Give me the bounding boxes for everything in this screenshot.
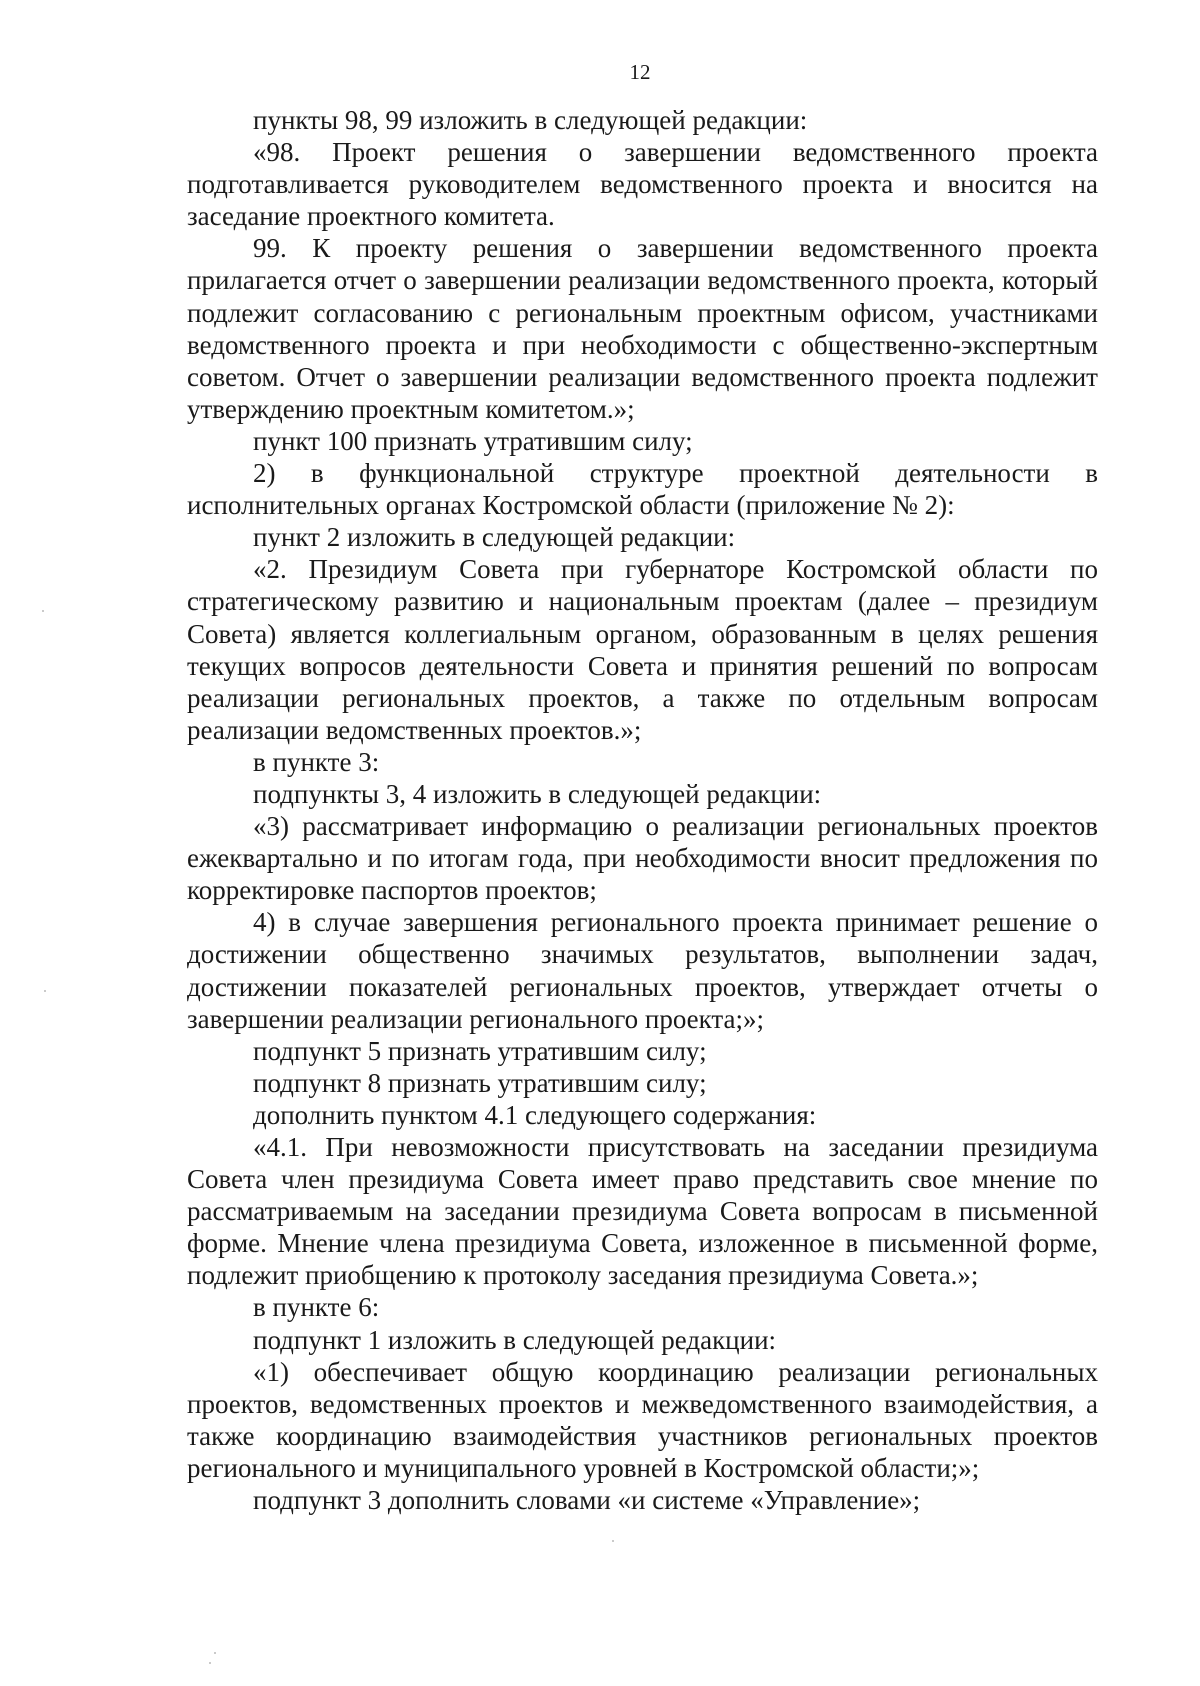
scan-speck (612, 1540, 614, 1542)
scan-speck (42, 610, 44, 612)
paragraph: 2) в функциональной структуре проектной деятельности в исполнительных органах Костромской области (приложение № 2): (187, 458, 1098, 521)
scan-speck (44, 990, 46, 992)
paragraph: пункт 2 изложить в следующей редакции: (253, 522, 736, 553)
paragraph: подпункт 1 изложить в следующей редакции: (253, 1324, 777, 1355)
paragraph: пункты 98, 99 изложить в следующей редакции: (253, 105, 808, 135)
paragraph: подпункт 5 признать утратившим силу; (253, 1035, 707, 1066)
paragraph: «98. Проект решения о завершении ведомственного проекта подготавливается руководителем ведомственного проекта и вносится на заседание проектного комитета. (187, 137, 1098, 232)
paragraph: 4) в случае завершения регионального проекта принимает решение о достижении общественно значимых результатов, выполнении задач, достижении показателей региональных проектов, утверждает отчеты о завершении реализации регионального проекта;»; (187, 907, 1098, 1034)
paragraph: пункт 100 признать утратившим силу; (253, 425, 693, 456)
scan-speck (214, 1652, 216, 1654)
page-number: 12 (629, 60, 651, 84)
paragraph: подпункт 8 признать утратившим силу; (253, 1067, 707, 1098)
document-body (187, 104, 1098, 1516)
paragraph: «2. Президиум Совета при губернаторе Костромской области по стратегическому развитию и национальным проектам (далее – президиум Совета) является коллегиальным органом, образованным в целях решения текущих вопросов деятельности Совета и принятия решений по вопросам реализации региональных проектов, а также по отдельным вопросам реализации ведомственных проектов.»; (187, 554, 1098, 745)
paragraph: «4.1. При невозможности присутствовать на заседании президиума Совета член президиума Совета имеет право представить свое мнение по рассматриваемым на заседании президиума Совета вопросам в письменной форме. Мнение члена президиума Совета, изложенное в письменной форме, подлежит приобщению к протоколу заседания президиума Совета.»; (187, 1132, 1098, 1291)
paragraph: «3) рассматривает информацию о реализации региональных проектов ежеквартально и по итогам года, при необходимости вносит предложения по корректировке паспортов проектов; (187, 811, 1098, 906)
paragraph: «1) обеспечивает общую координацию реализации региональных проектов, ведомственных проектов и межведомственного взаимодействия, а также координацию взаимодействия участников региональных проектов регионального и муниципального уровней в Костромской области;»; (187, 1356, 1098, 1483)
paragraph: 99. К проекту решения о завершении ведомственного проекта прилагается отчет о завершении реализации ведомственного проекта, который подлежит согласованию с региональным проектным офисом, участниками ведомственного проекта и при необходимости с общественно-экспертным советом. Отчет о завершении реализации ведомственного проекта подлежит утверждению проектным комитетом.»; (187, 233, 1098, 424)
paragraph: подпункт 3 дополнить словами «и системе «Управление»; (253, 1485, 921, 1516)
paragraph: дополнить пунктом 4.1 следующего содержания: (253, 1099, 817, 1130)
paragraph: в пункте 3: (253, 746, 380, 777)
paragraph: в пункте 6: (253, 1292, 380, 1323)
paragraph: подпункты 3, 4 изложить в следующей редакции: (253, 778, 822, 809)
scan-speck (209, 1662, 211, 1664)
